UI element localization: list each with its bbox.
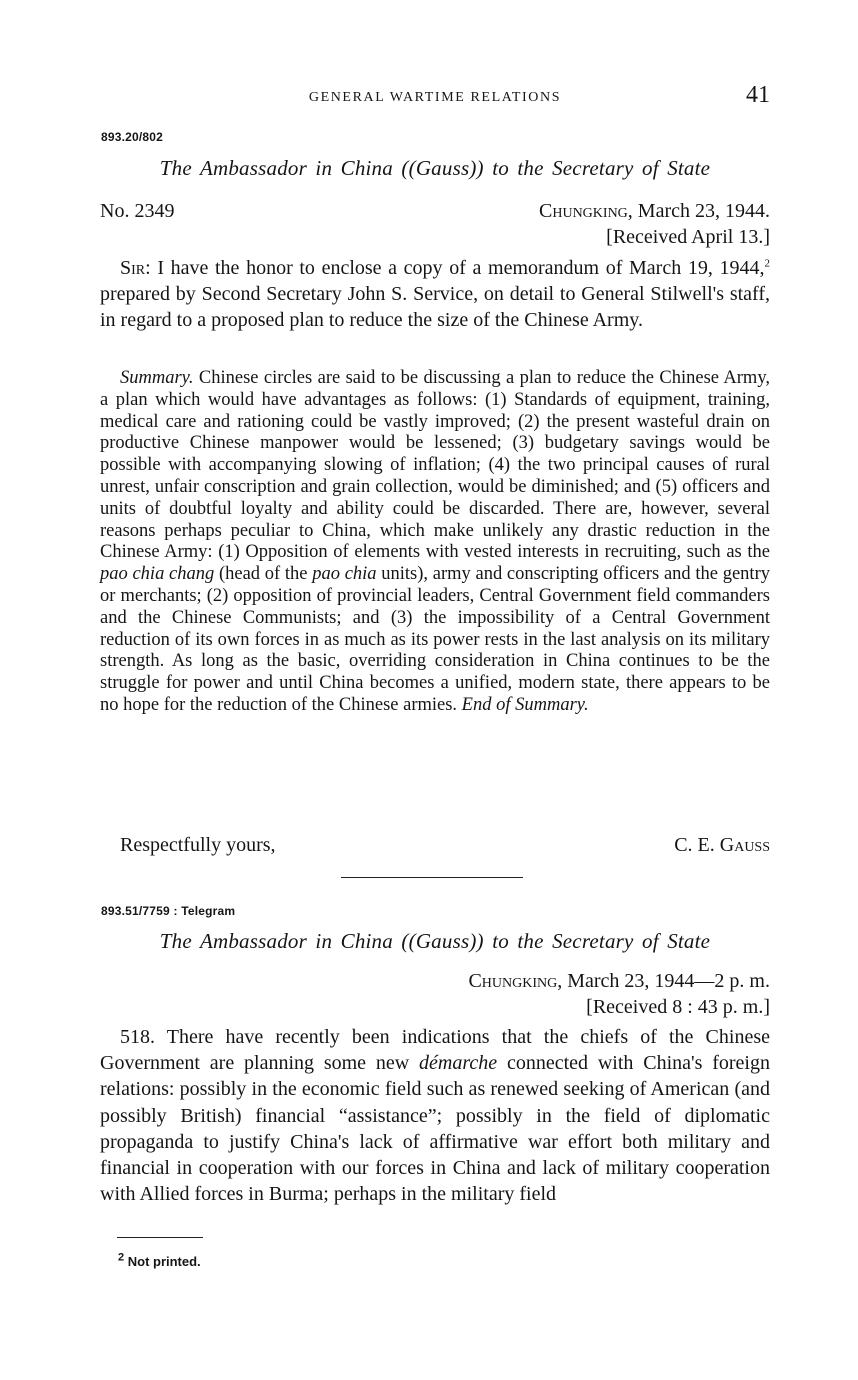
place-2: Chungking [468,970,558,992]
heading-paren: ((Gauss)) [401,156,484,180]
summary-label: Summary. [120,368,194,388]
heading-sender: The Ambassador in China [159,156,393,180]
telegram-body: 518. There have recently been indications that the chiefs of the Chinese Government are planning some new démarche connected with China's foreign relations: possibly in the economic field such as renewed seeking of American (and possibly British) financial “assistance”; possibly in the field of diplomatic propaganda to justify China's lack of affirmative war effort both military and financial in cooperation with our forces in China and lack of military cooperation with Allied forces in Burma; perhaps in the military field [100,1026,770,1206]
heading-sender-2: The Ambassador in China [159,929,393,953]
signature: C. E. Gauss [674,834,770,856]
page-number: 41 [746,82,770,108]
running-title: GENERAL WARTIME RELATIONS [308,90,562,105]
summary-paragraph: Summary. Chinese circles are said to be discussing a plan to reduce the Chinese Army, a plan which would have advantages as follows: (1) Standards of equipment, training, medical care and rationing could be vastly improved; (2) the present wasteful drain on productive Chinese manpower would be lessened; (3) budgetary savings would be possible with accompanying slowing of inflation; (4) the two principal causes of rural unrest, unfair conscription and grain collection, would be diminished; and (5) officers and units of doubtful loyalty and ability could be discarded. There are, however, several reasons perhaps peculiar to China, which make unlikely any drastic reduction in the Chinese Army: (1) Opposition of elements with vested interests in recruiting, such as the pao chia chang (head of the pao chia units), army and conscripting officers and the gentry or merchants; (2) opposition of provincial leaders, Central Government field commanders and the Chinese Communists; and (3) the impossibility of a Central Government reduction of its own forces in as much as its power rests in the last analysis on its military strength. As long as the basic, overriding consideration in China continues to be the struggle for power and until China becomes a unified, modern state, there appears to be no hope for the reduction of the Chinese armies. End of Summary. [100,368,770,715]
salutation: Sir [120,257,146,279]
document-heading-2 [100,929,770,954]
heading-recipient-2: to the Secretary of State [492,929,711,953]
dateline-row [100,200,770,226]
dateline [539,200,770,223]
file-number-2: 893.51/7759 : Telegram [101,904,236,918]
dateline-2 [100,970,770,993]
document-heading [100,156,770,181]
heading-paren-2: ((Gauss)) [401,929,484,953]
heading-recipient: to the Secretary of State [492,156,711,180]
summary-end: End of Summary. [461,694,589,715]
place: Chungking [539,200,628,222]
closing: Respectfully yours, [120,834,276,856]
term-demarche: démarche [419,1052,498,1075]
term-pao-chia: pao chia [312,564,377,585]
footnote-divider [117,1237,203,1238]
document-number: No. 2349 [100,200,175,222]
footnote [118,1251,201,1269]
date: , March 23, 1944. [627,200,770,222]
file-number: 893.20/802 [101,130,164,144]
received-note: [Received April 13.] [606,226,770,248]
running-head [100,82,770,112]
footnote-mark: 2 [118,1251,125,1264]
footnote-text: Not printed. [124,1254,201,1269]
date-2: , March 23, 1944—2 p. m. [557,970,770,992]
section-divider [341,877,523,878]
term-pao-chia-chang: pao chia chang [100,564,215,585]
letter-body: Sir: I have the honor to enclose a copy of a memorandum of March 19, 1944,$^2$ prepared by Second Secretary John S. Service, on detail to General Stilwell's staff, in regard to a proposed plan to reduce the size of the Chinese Army. [100,257,770,332]
received-note-2: [Received 8 : 43 p. m.] [586,996,770,1018]
closing-row [100,834,770,860]
footnote-ref: 2 [764,257,770,270]
